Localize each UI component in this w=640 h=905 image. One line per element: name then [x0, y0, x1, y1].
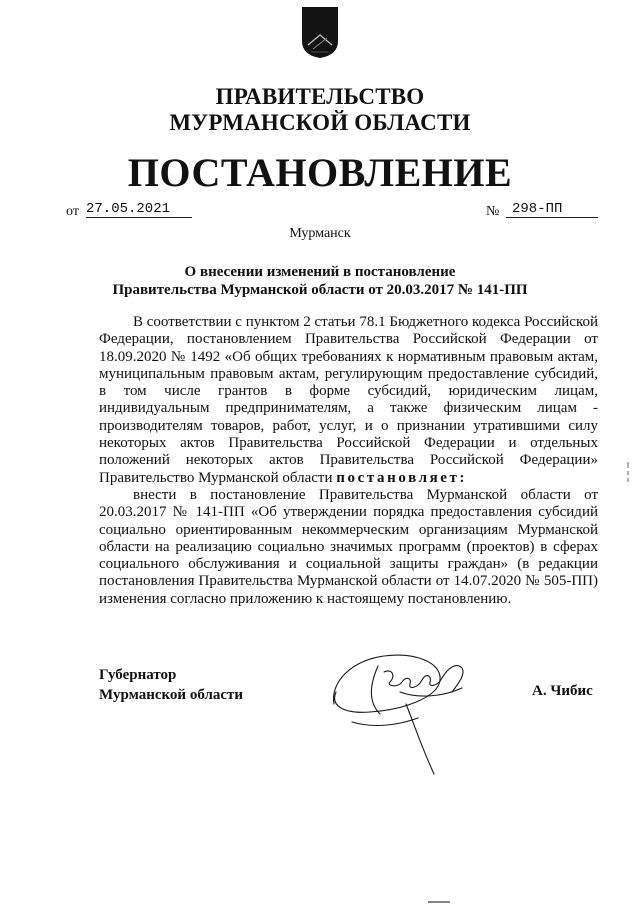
handwritten-signature [322, 632, 492, 782]
government-line-1: ПРАВИТЕЛЬСТВО [215, 84, 425, 109]
body-paragraph-2: внести в постановление Правительства Мурманской области от 20.03.2017 № 141-ПП «Об утверждении порядка предоставления субсидий социально ориентированным некоммерческим организациям Мурманской области на реализацию социально значимых программ (проектов) в сферах социального обслуживания и социальной защиты граждан» (в редакции постановления Правительства Мурманской области от 14.07.2020 № 505-ПП) изменения согласно приложению к настоящему постановлению. [99, 486, 598, 607]
city-name: Мурманск [289, 226, 351, 241]
document-date: 27.05.2021 [86, 201, 192, 218]
date-prefix: от [66, 204, 79, 219]
body-paragraph-1 [99, 314, 598, 487]
paragraph-1-text: В соответствии с пунктом 2 статьи 78.1 Бюджетного кодекса Российской Федерации, постановлением Правительства Российской Федерации от 18.09.2020 № 1492 «Об общих требованиях к нормативным правовым актам, муниципальным правовым актам, регулирующим предоставление субсидий, в том числе грантов в форме субсидий, юридическим лицам, индивидуальным предпринимателям, а также физическим лицам - производителям товаров, работ, услуг, и о признании утратившими силу некоторых актов Правительства Российской Федерации и отдельных положений некоторых актов Правительства Российской Федерации» Правительство Мурманской области [99, 314, 598, 486]
document-number: 298-ПП [506, 201, 598, 218]
signatory-name: А. Чибис [532, 683, 593, 699]
scan-edge-mark [626, 462, 630, 482]
resolution-verb: постановляет: [336, 469, 468, 486]
government-name [0, 84, 640, 136]
scan-footer-mark [428, 901, 450, 903]
document-type-heading: ПОСТАНОВЛЕНИЕ [127, 150, 513, 195]
position-line-1: Губернатор [99, 667, 177, 683]
position-line-2: Мурманской области [99, 687, 244, 703]
document-body [99, 314, 598, 608]
signatory-position [99, 665, 243, 705]
coat-of-arms-icon [300, 5, 340, 60]
number-prefix: № [486, 204, 500, 219]
document-title [100, 263, 540, 299]
title-line-2: Правительства Мурманской области от 20.03.2017 № 141-ПП [112, 282, 528, 298]
government-line-2: МУРМАНСКОЙ ОБЛАСТИ [169, 110, 471, 135]
title-line-1: О внесении изменений в постановление [184, 264, 456, 280]
